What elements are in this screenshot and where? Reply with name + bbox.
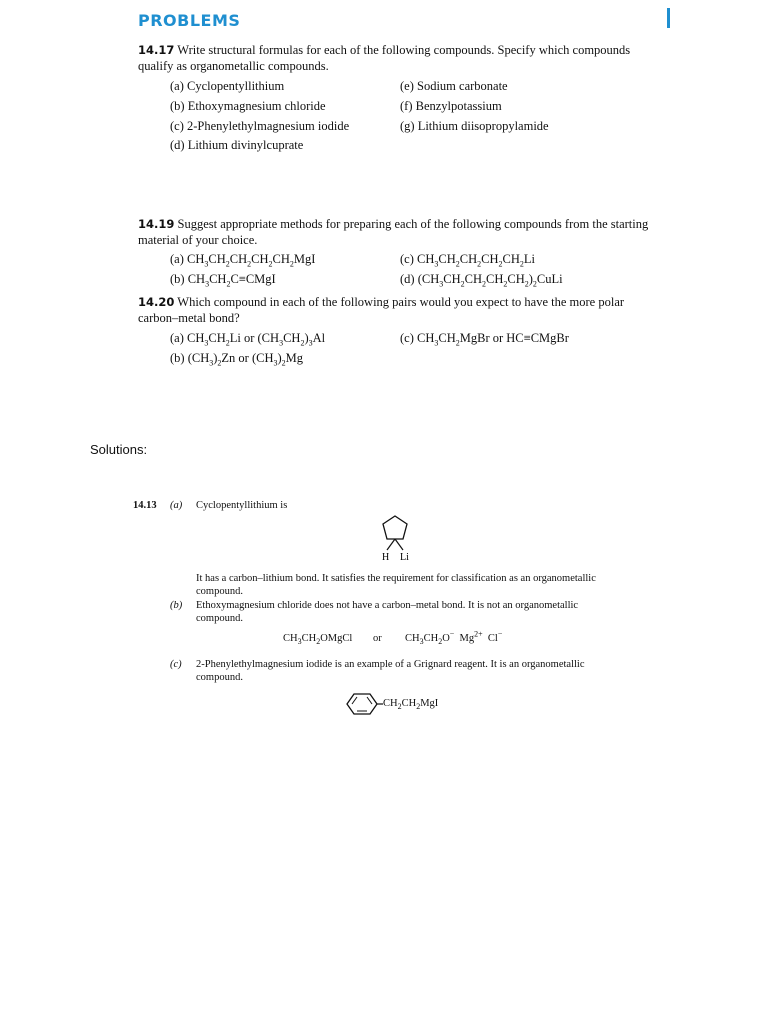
problem-prompt: Write structural formulas for each of the following compounds. Specify which compounds qualify as organometallic compounds.	[138, 43, 631, 73]
solution-c-text: 2-Phenylethylmagnesium iodide is an example of a Grignard reagent. It is an organometallic compound.	[196, 659, 585, 683]
list-item: (c) 2-Phenylethylmagnesium iodide	[170, 119, 350, 133]
formula: $CH_3CH_2MgBr$ or HC≡CMgBr	[417, 331, 569, 348]
problem-prompt: Which compound in each of the following pairs would you expect to have the more polar carbon–metal bond?	[138, 295, 625, 325]
formula: $CH_3CH_2CH_2CH_2CH_2Li$	[417, 252, 535, 269]
solutions-heading: Solutions:	[90, 442, 148, 457]
solution-label-a: (a)	[170, 500, 183, 511]
solution-number: 14.13	[133, 500, 157, 511]
formula-ethoxymagnesium-chloride: $CH_3CH_2OMgCl$	[283, 633, 353, 647]
problem-number: 14.19	[138, 217, 175, 231]
list-item: (a) Cyclopentyllithium	[170, 79, 285, 93]
formula-ionic: $CH_3CH_2O^-$ $Mg^{2+}$ Cl−	[405, 629, 503, 647]
list-item: (c) $CH_3CH_2CH_2CH_2CH_2Li$	[400, 252, 535, 269]
list-item: (e) Sodium carbonate	[400, 79, 508, 93]
list-item: (b) $CH_3CH_2C\equiv CMgI$	[170, 272, 276, 289]
list-item: (a) $CH_3CH_2Li$ or $(CH_3CH_2)_3Al$	[170, 331, 326, 348]
list-item: (g) Lithium diisopropylamide	[400, 119, 549, 133]
solution-a-intro: Cyclopentyllithium is	[196, 500, 288, 511]
substituent-formula: $CH_2CH_2MgI$	[383, 698, 439, 712]
problem-prompt: Suggest appropriate methods for preparing each of the following compounds from the starting material of your choice.	[138, 217, 649, 247]
formula: $CH_3CH_2Li$ or $(CH_3CH_2)_3Al$	[187, 331, 326, 348]
list-item: (c) $CH_3CH_2MgBr$ or HC≡CMgBr	[400, 331, 569, 348]
problem-number: 14.20	[138, 295, 175, 309]
list-item: (b) $(CH_3)_2Zn$ or $(CH_3)_2Mg$	[170, 351, 304, 368]
problem-14-17	[138, 42, 658, 74]
list-item: (a) $CH_3CH_2CH_2CH_2CH_2MgI$	[170, 252, 316, 269]
atom-li: Li	[400, 552, 409, 563]
formula: $CH_3CH_2CH_2CH_2CH_2MgI$	[187, 252, 316, 269]
solution-b-text: Ethoxymagnesium chloride does not have a carbon–metal bond. It is not an organometallic compound.	[196, 600, 579, 624]
atom-h: H	[382, 552, 390, 563]
page-marker-bar	[667, 8, 670, 28]
solution-label-c: (c)	[170, 659, 182, 670]
solution-a-text: It has a carbon–lithium bond. It satisfies the requirement for classification as an organometallic compound.	[196, 573, 596, 597]
list-item: (d) $(CH_3CH_2CH_2CH_2CH_2)_2CuLi$	[400, 272, 563, 289]
problem-14-20	[138, 294, 658, 326]
solution-label-b: (b)	[170, 600, 183, 611]
cyclopentyllithium-structure	[370, 512, 430, 564]
formula: $CH_3CH_2C\equiv CMgI$	[187, 272, 276, 289]
formula: $(CH_3)_2Zn$ or $(CH_3)_2Mg$	[187, 351, 304, 368]
list-item: (d) Lithium divinylcuprate	[170, 138, 304, 152]
cyclopentane-ring	[383, 516, 407, 539]
bond-h	[387, 539, 395, 550]
problem-14-19	[138, 216, 658, 248]
section-header: PROBLEMS	[138, 11, 241, 30]
problem-number: 14.17	[138, 43, 175, 57]
formula: $(CH_3CH_2CH_2CH_2CH_2)_2CuLi$	[417, 272, 563, 289]
list-item: (f) Benzylpotassium	[400, 99, 502, 113]
bond-li	[395, 539, 403, 550]
list-item: (b) Ethoxymagnesium chloride	[170, 99, 326, 113]
benzene-ring-structure	[343, 690, 383, 718]
or-label: or	[373, 633, 382, 644]
